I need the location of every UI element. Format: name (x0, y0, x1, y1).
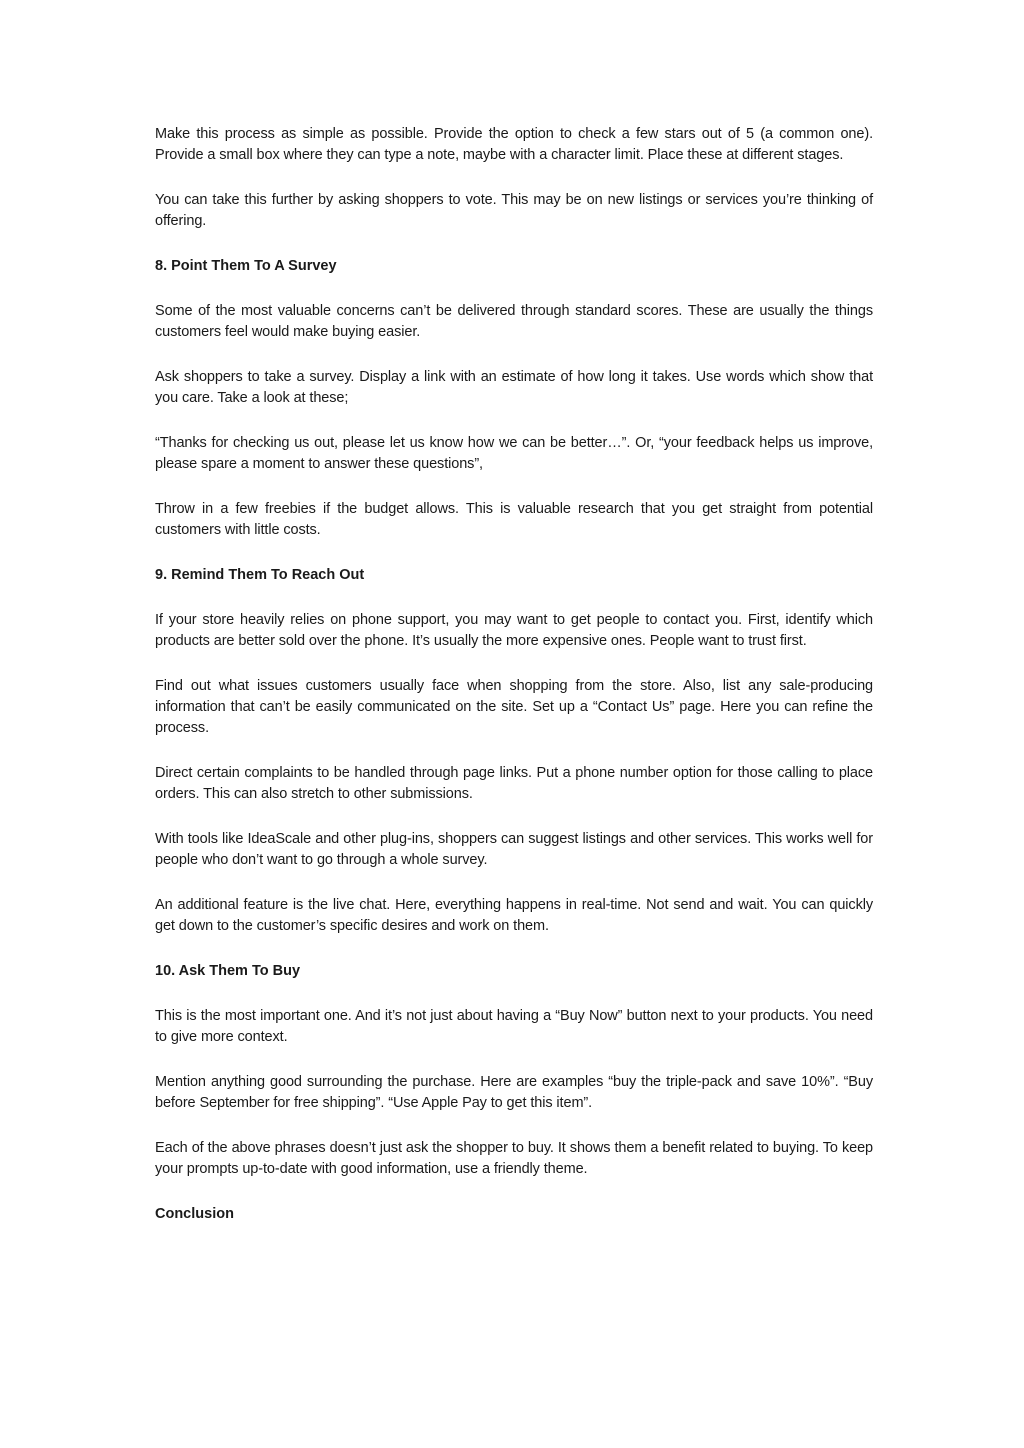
paragraph-page-links: Direct certain complaints to be handled through page links. Put a phone number option for those calling to place orders. This can also stretch to other submissions. (155, 765, 873, 802)
paragraph-voting: You can take this further by asking shoppers to vote. This may be on new listings or services you’re thinking of offering. (155, 192, 873, 229)
document-page (155, 124, 873, 1249)
paragraph-freebies: Throw in a few freebies if the budget allows. This is valuable research that you get straight from potential customers with little costs. (155, 501, 873, 538)
heading-ask-to-buy: 10. Ask Them To Buy (155, 963, 301, 979)
heading-conclusion: Conclusion (155, 1206, 234, 1222)
paragraph-take-survey: Ask shoppers to take a survey. Display a link with an estimate of how long it takes. Use words which show that you care. Take a look at these; (155, 369, 873, 406)
paragraph-live-chat: An additional feature is the live chat. Here, everything happens in real-time. Not send and wait. You can quickly get down to the customer’s specific desires and work on them. (155, 897, 873, 934)
paragraph-valuable-concerns: Some of the most valuable concerns can’t be delivered through standard scores. These are usually the things customers feel would make buying easier. (155, 303, 873, 340)
paragraph-ideascale: With tools like IdeaScale and other plug-ins, shoppers can suggest listings and other services. This works well for people who don’t want to go through a whole survey. (155, 831, 873, 868)
paragraph-contact-us: Find out what issues customers usually face when shopping from the store. Also, list any sale-producing information that can’t be easily communicated on the site. Set up a “Contact Us” page. Here you can refine the process. (155, 678, 873, 736)
paragraph-phone-support: If your store heavily relies on phone support, you may want to get people to contact you. First, identify which products are better sold over the phone. It’s usually the more expensive ones. People want to trust first. (155, 612, 873, 649)
heading-point-to-survey: 8. Point Them To A Survey (155, 258, 337, 274)
paragraph-buy-now-context: This is the most important one. And it’s not just about having a “Buy Now” button next to your products. You need to give more context. (155, 1008, 873, 1045)
paragraph-benefit-phrases: Each of the above phrases doesn’t just ask the shopper to buy. It shows them a benefit related to buying. To keep your prompts up-to-date with good information, use a friendly theme. (155, 1140, 873, 1177)
paragraph-example-quotes: “Thanks for checking us out, please let us know how we can be better…”. Or, “your feedback helps us improve, please spare a moment to answer these questions”, (155, 435, 873, 472)
paragraph-purchase-examples: Mention anything good surrounding the purchase. Here are examples “buy the triple-pack and save 10%”. “Buy before September for free shipping”. “Use Apple Pay to get this item”. (155, 1074, 873, 1111)
heading-remind-reach-out: 9. Remind Them To Reach Out (155, 567, 365, 583)
paragraph-rating-process: Make this process as simple as possible. Provide the option to check a few stars out of 5 (a common one). Provide a small box where they can type a note, maybe with a character limit. Place these at different stages. (155, 126, 873, 163)
